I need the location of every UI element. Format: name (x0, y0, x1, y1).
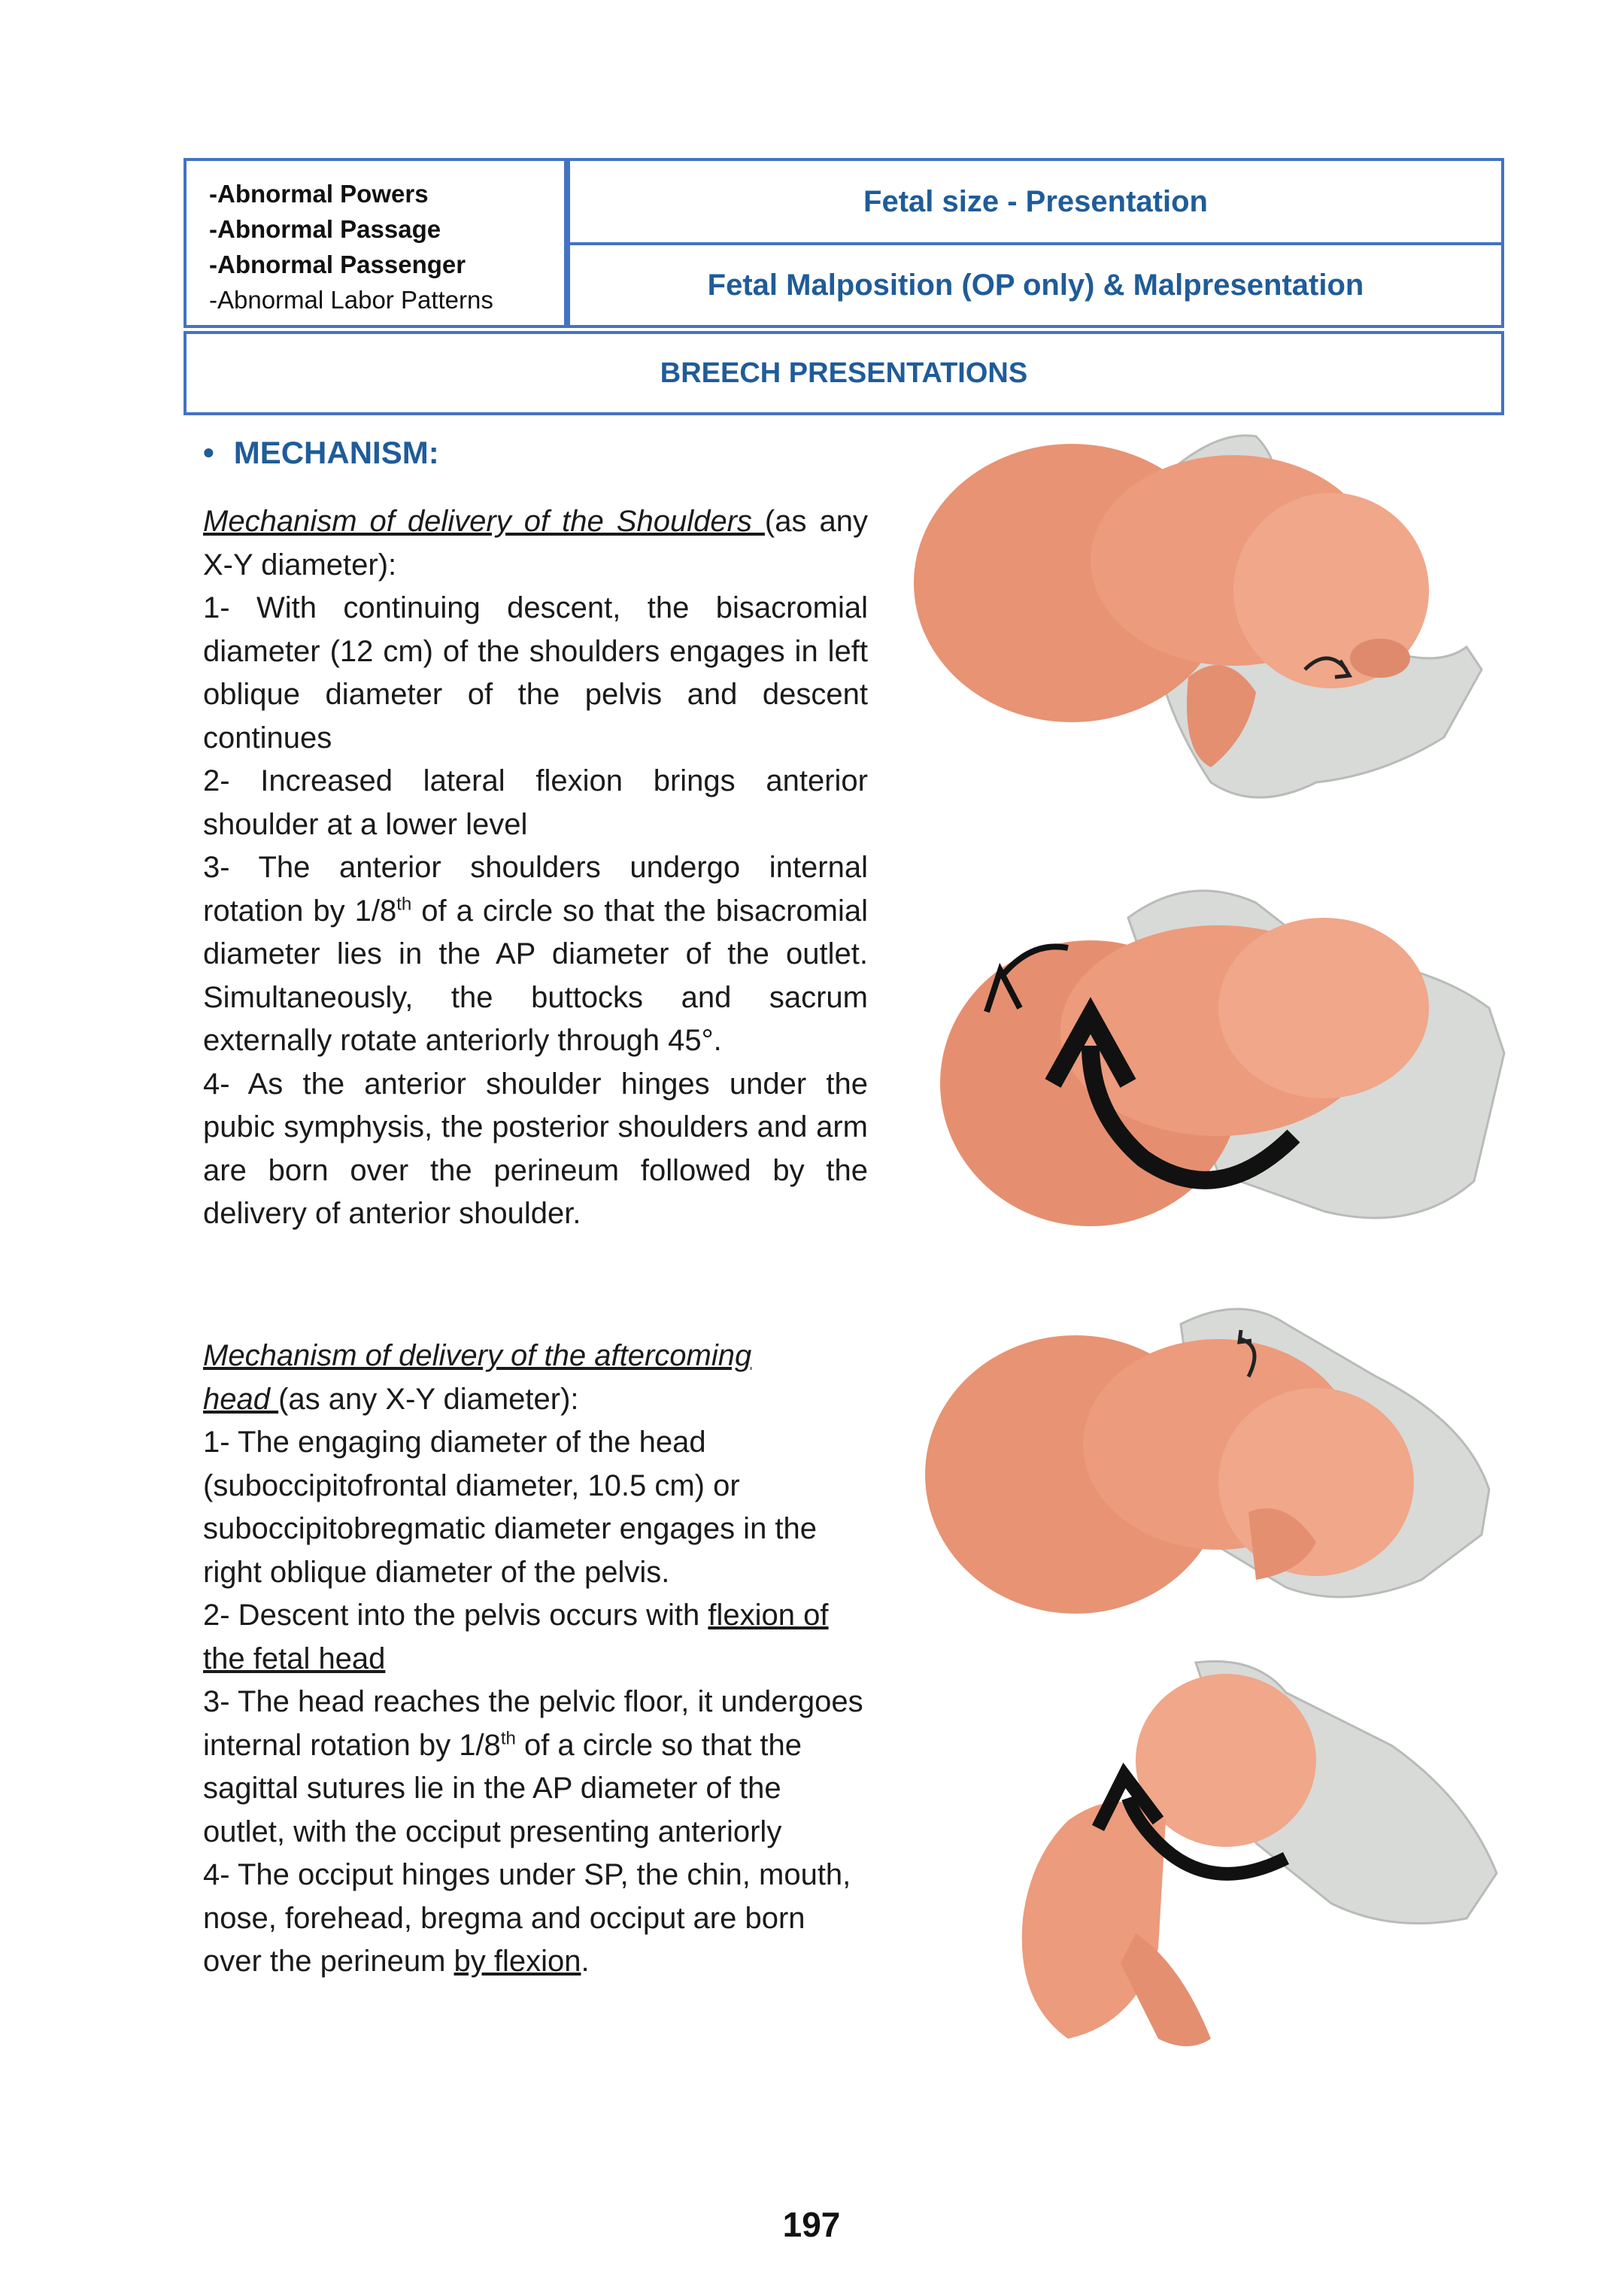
shoulders-heading: Mechanism of delivery of the Shoulders (as any X-Y diameter): (203, 505, 869, 582)
head-section (203, 1335, 868, 1984)
bullet-icon: • (203, 435, 214, 470)
shoulders-step-2: 2- Increased lateral flexion brings anterior shoulder at a lower level (203, 764, 868, 841)
head-step-4: 4- The occiput hinges under SP, the chin, mouth, nose, forehead, bregma and occiput are born over the perineum by flexion. (203, 1858, 851, 1978)
head-heading: Mechanism of delivery of the aftercoming head (as any X-Y diameter): (203, 1339, 752, 1416)
page-number: 197 (782, 2205, 841, 2244)
subtopic-title: Fetal Malposition (OP only) & Malpresentation (707, 269, 1364, 302)
shoulders-step-3: 3- The anterior shoulders undergo internal rotation by 1/8th of a circle so that the bisacromial diameter lies in the AP diameter of the outlet. Simultaneously, the buttocks and sacrum externally rotate anteriorly through 45°. (203, 851, 868, 1057)
illustration-shoulder-engagement (895, 421, 1519, 843)
head-step-1: 1- The engaging diameter of the head (suboccipitofrontal diameter, 10.5 cm) or suboccipitobregmatic diameter engages in the right oblique diameter of the pelvis. (203, 1426, 818, 1589)
category-item: -Abnormal Passenger (209, 251, 466, 278)
head-step-2: 2- Descent into the pelvis occurs with flexion of the fetal head (203, 1599, 829, 1675)
fetal-ear (1350, 639, 1410, 678)
illustration-head-engagement (895, 1294, 1519, 1670)
category-item: -Abnormal Powers (209, 180, 429, 208)
section-title: BREECH PRESENTATIONS (184, 331, 1504, 415)
fetal-head (1218, 918, 1429, 1098)
topic-title: Fetal size - Presentation (570, 161, 1501, 245)
head-step-3: 3- The head reaches the pelvic floor, it undergoes internal rotation by 1/8th of a circle so that the sagittal sutures lie in the AP diameter of the outlet, with the occiput presenting anteriorly (203, 1685, 863, 1848)
shoulders-step-4: 4- As the anterior shoulder hinges under the pubic symphysis, the posterior shoulders and arm are born over the perineum followed by the delivery of anterior shoulder. (203, 1067, 868, 1230)
mechanism-title: MECHANISM: (233, 435, 439, 470)
category-item: -Abnormal Passage (209, 215, 441, 243)
mechanism-heading (203, 435, 439, 471)
illustration-internal-rotation (903, 858, 1527, 1279)
category-list (184, 158, 567, 328)
fetal-head (1218, 1388, 1414, 1576)
fetal-legs (1121, 1933, 1211, 2046)
illustration-head-flexion (970, 1648, 1519, 2069)
shoulders-section (203, 500, 868, 1236)
category-item: -Abnormal Labor Patterns (209, 286, 493, 314)
topic-box (567, 158, 1504, 328)
shoulders-step-1: 1- With continuing descent, the bisacromial diameter (12 cm) of the shoulders engages in left oblique diameter of the pelvis and descent continues (203, 591, 868, 755)
